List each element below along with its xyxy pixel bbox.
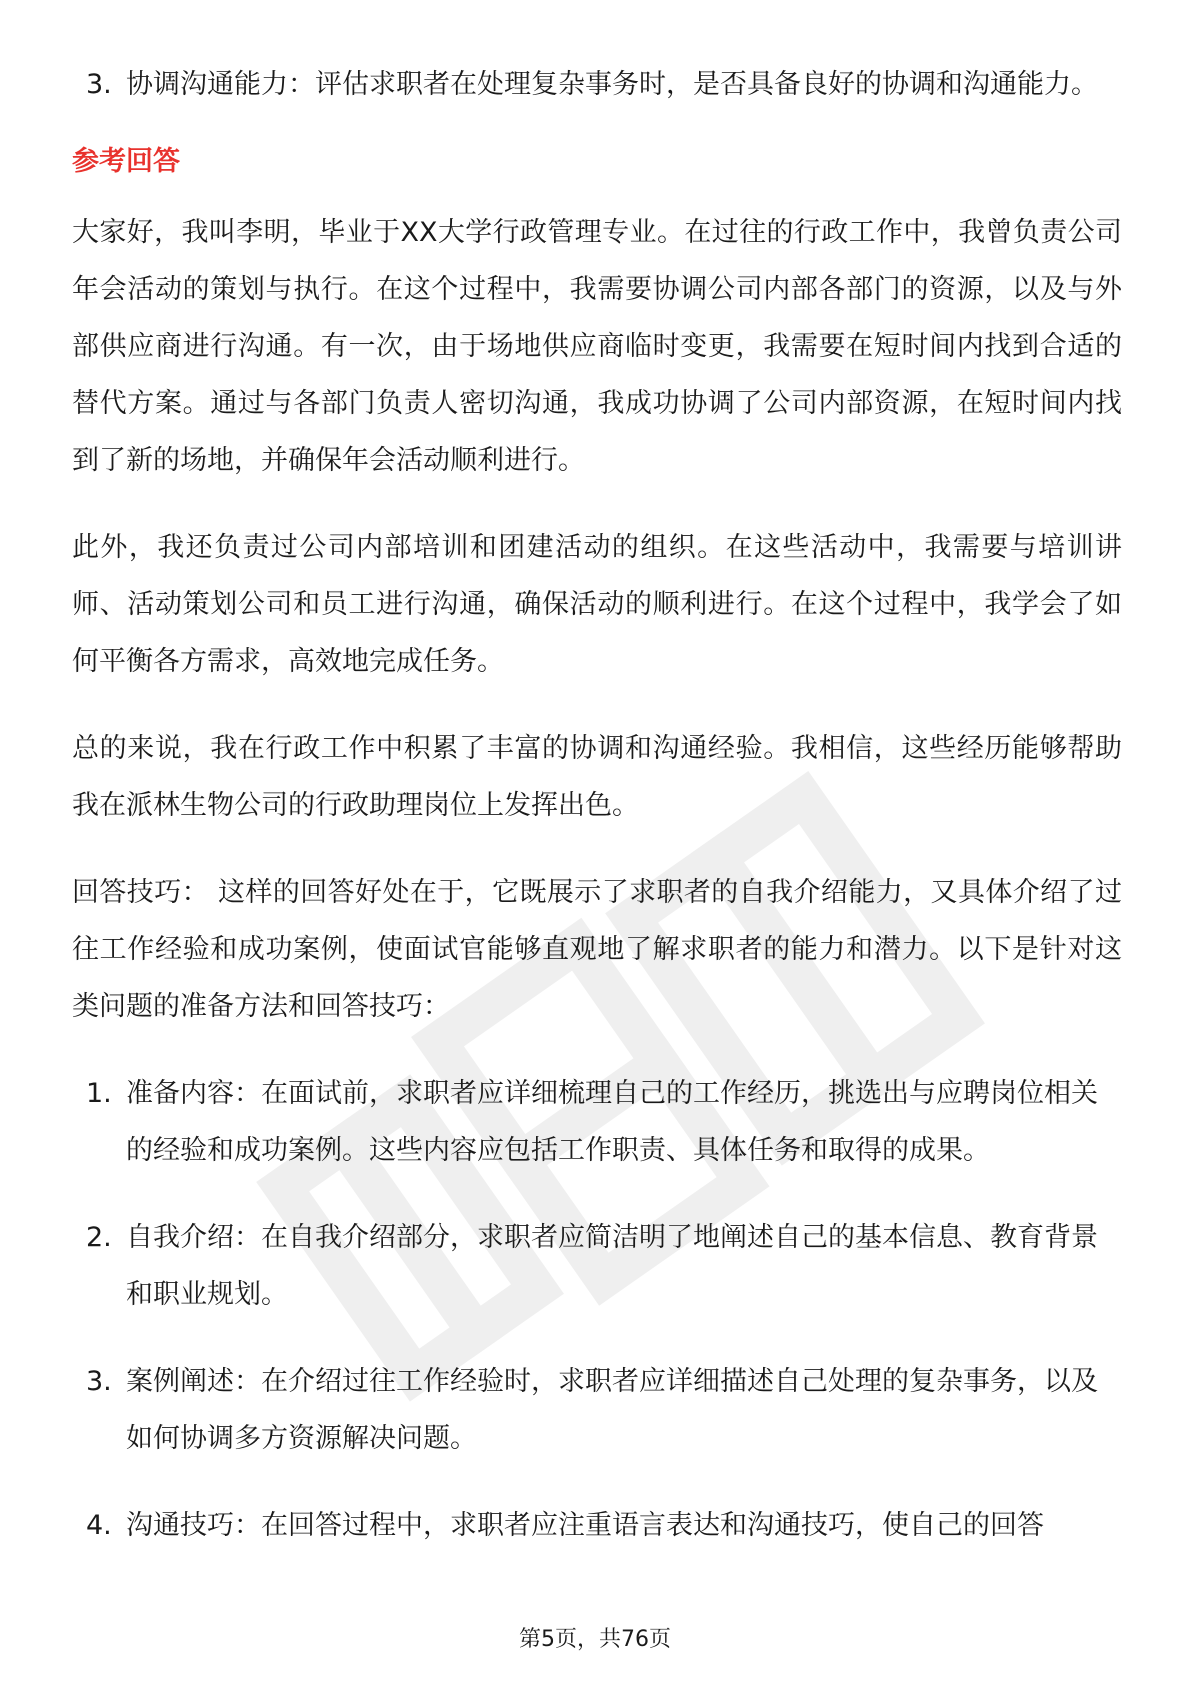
paragraph-1: 大家好，我叫李明，毕业于XX大学行政管理专业。在过往的行政工作中，我曾负责公司年会活动的策划与执行。在这个过程中，我需要协调公司内部各部门的资源，以及与外部供应商进行沟通。有一次，由于场地供应商临时变更，我需要在短时间内找到合适的替代方案。通过与各部门负责人密切沟通，我成功协调了公司内部资源，在短时间内找到了新的场地，并确保年会活动顺利进行。: [72, 217, 1122, 476]
list-number: 1.: [86, 1078, 112, 1109]
list-text: 准备内容：在面试前，求职者应详细梳理自己的工作经历，挑选出与应聘岗位相关的经验和成功案例。这些内容应包括工作职责、具体任务和取得的成果。: [126, 1078, 1098, 1166]
paragraph-tips: 回答技巧： 这样的回答好处在于，它既展示了求职者的自我介绍能力，又具体介绍了过往工作经验和成功案例，使面试官能够直观地了解求职者的能力和潜力。以下是针对这类问题的准备方法和回答技巧：: [72, 877, 1122, 1022]
section-heading: 参考回答: [72, 146, 180, 177]
paragraph-2: 此外，我还负责过公司内部培训和团建活动的组织。在这些活动中，我需要与培训讲师、活动策划公司和员工进行沟通，确保活动的顺利进行。在这个过程中，我学会了如何平衡各方需求，高效地完成任务。: [72, 532, 1122, 677]
list-item-top: [72, 56, 1122, 113]
list-text: 自我介绍：在自我介绍部分，求职者应简洁明了地阐述自己的基本信息、教育背景和职业规划。: [126, 1222, 1098, 1310]
list-item-4: [72, 1497, 1122, 1554]
list-text: 协调沟通能力：评估求职者在处理复杂事务时，是否具备良好的协调和沟通能力。: [126, 69, 1098, 100]
main-content: [72, 56, 1122, 1554]
list-number: 2.: [86, 1222, 112, 1253]
list-number: 3.: [86, 69, 112, 100]
page-footer: 第5页，共76页: [519, 1627, 671, 1652]
list-text: 沟通技巧：在回答过程中，求职者应注重语言表达和沟通技巧，使自己的回答: [126, 1510, 1044, 1541]
list-item-1: [72, 1065, 1122, 1179]
list-number: 4.: [86, 1510, 112, 1541]
list-number: 3.: [86, 1366, 112, 1397]
list-text: 案例阐述：在介绍过往工作经验时，求职者应详细描述自己处理的复杂事务，以及如何协调多方资源解决问题。: [126, 1366, 1098, 1454]
list-item-3: [72, 1353, 1122, 1467]
paragraph-3: 总的来说，我在行政工作中积累了丰富的协调和沟通经验。我相信，这些经历能够帮助我在派林生物公司的行政助理岗位上发挥出色。: [72, 733, 1122, 821]
list-item-2: [72, 1209, 1122, 1323]
